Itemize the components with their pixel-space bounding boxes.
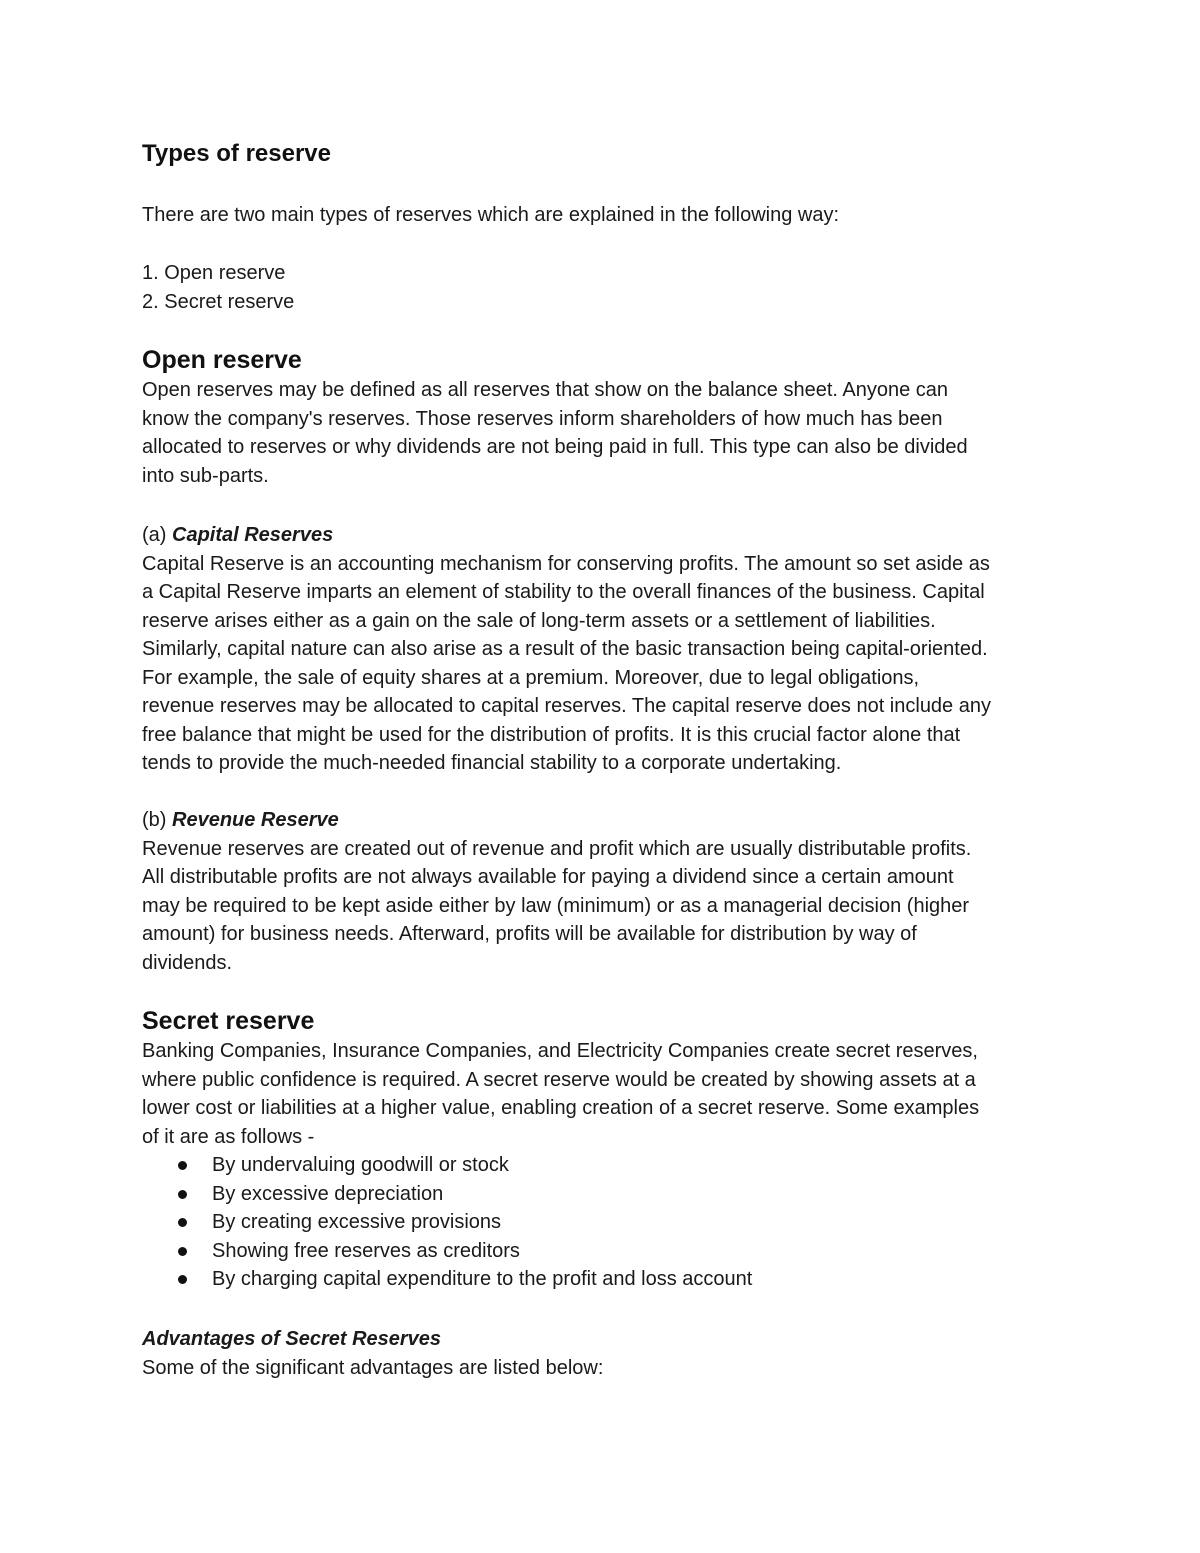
revenue-reserve-line: amount) for business needs. Afterward, profits will be available for distribution by way of xyxy=(142,923,917,945)
capital-reserves-line: reserve arises either as a gain on the sale of long-term assets or a settlement of liabilities. xyxy=(142,609,936,632)
list-item xyxy=(178,1180,1072,1209)
secret-reserve-examples-list xyxy=(142,1151,1072,1294)
revenue-reserve-line: Revenue reserves are created out of revenue and profit which are usually distributable profits. xyxy=(142,837,972,860)
list-item-text: By undervaluing goodwill or stock xyxy=(212,1154,509,1176)
capital-reserves-line: For example, the sale of equity shares at a premium. Moreover, due to legal obligations, xyxy=(142,666,920,689)
secret-reserve-line: lower cost or liabilities at a higher value, enabling creation of a secret reserve. Some examples xyxy=(142,1097,980,1119)
list-item-text: By excessive depreciation xyxy=(212,1182,444,1205)
bullet-icon xyxy=(178,1247,187,1256)
bullet-icon xyxy=(178,1218,187,1227)
advantages-intro: Some of the significant advantages are listed below: xyxy=(142,1356,604,1379)
bullet-icon xyxy=(178,1275,187,1284)
secret-reserve-line: of it are as follows - xyxy=(142,1125,315,1148)
types-intro: There are two main types of reserves which are explained in the following way: xyxy=(142,204,840,226)
open-reserve-line: allocated to reserves or why dividends are not being paid in full. This type can also be divided xyxy=(142,436,968,458)
types-of-reserve-title: Types of reserve xyxy=(142,140,331,167)
capital-reserves-line: free balance that might be used for the distribution of profits. It is this crucial factor alone that xyxy=(142,723,961,746)
types-intro-block xyxy=(142,201,1072,230)
list-item xyxy=(178,1208,1072,1237)
revenue-reserve-prefix: (b) xyxy=(142,809,172,831)
secret-reserve-section xyxy=(142,1005,1072,1294)
list-item xyxy=(178,1237,1072,1266)
capital-reserves-prefix: (a) xyxy=(142,524,172,546)
list-item-text: Showing free reserves as creditors xyxy=(212,1239,520,1262)
revenue-reserve-section xyxy=(142,806,1072,977)
revenue-reserve-title: Revenue Reserve xyxy=(172,809,339,831)
secret-reserve-line: Banking Companies, Insurance Companies, and Electricity Companies create secret reserves, xyxy=(142,1040,978,1062)
list-item-text: By charging capital expenditure to the profit and loss account xyxy=(212,1268,753,1290)
advantages-section xyxy=(142,1325,1072,1382)
capital-reserves-line: revenue reserves may be allocated to capital reserves. The capital reserve does not include any xyxy=(142,695,991,717)
capital-reserves-section xyxy=(142,521,1072,778)
revenue-reserve-line: dividends. xyxy=(142,951,233,974)
types-list-item: 2. Secret reserve xyxy=(142,290,295,313)
capital-reserves-line: tends to provide the much-needed financial stability to a corporate undertaking. xyxy=(142,752,842,774)
bullet-icon xyxy=(178,1161,187,1170)
capital-reserves-line: Similarly, capital nature can also arise as a result of the basic transaction being capital-oriented. xyxy=(142,638,988,660)
types-list-item: 1. Open reserve xyxy=(142,262,286,284)
types-list xyxy=(142,259,1072,316)
open-reserve-heading: Open reserve xyxy=(142,346,302,374)
list-item xyxy=(178,1151,1072,1180)
list-item-text: By creating excessive provisions xyxy=(212,1211,502,1233)
list-item xyxy=(178,1265,1072,1294)
capital-reserves-line: a Capital Reserve imparts an element of stability to the overall finances of the business. Capital xyxy=(142,581,985,603)
revenue-reserve-line: All distributable profits are not always available for paying a dividend since a certain amount xyxy=(142,866,954,888)
open-reserve-line: Open reserves may be defined as all reserves that show on the balance sheet. Anyone can xyxy=(142,379,949,401)
secret-reserve-line: where public confidence is required. A secret reserve would be created by showing assets at a xyxy=(142,1068,976,1091)
advantages-heading: Advantages of Secret Reserves xyxy=(142,1328,442,1350)
capital-reserves-subheading xyxy=(142,521,1072,550)
capital-reserves-line: Capital Reserve is an accounting mechanism for conserving profits. The amount so set aside as xyxy=(142,552,990,575)
secret-reserve-heading: Secret reserve xyxy=(142,1007,315,1035)
capital-reserves-title: Capital Reserves xyxy=(172,524,334,546)
open-reserve-line: know the company's reserves. Those reserves inform shareholders of how much has been xyxy=(142,407,943,430)
open-reserve-section xyxy=(142,344,1072,490)
revenue-reserve-line: may be required to be kept aside either by law (minimum) or as a managerial decision (higher xyxy=(142,894,970,917)
open-reserve-line: into sub-parts. xyxy=(142,464,269,487)
revenue-reserve-subheading xyxy=(142,806,1072,835)
bullet-icon xyxy=(178,1190,187,1199)
